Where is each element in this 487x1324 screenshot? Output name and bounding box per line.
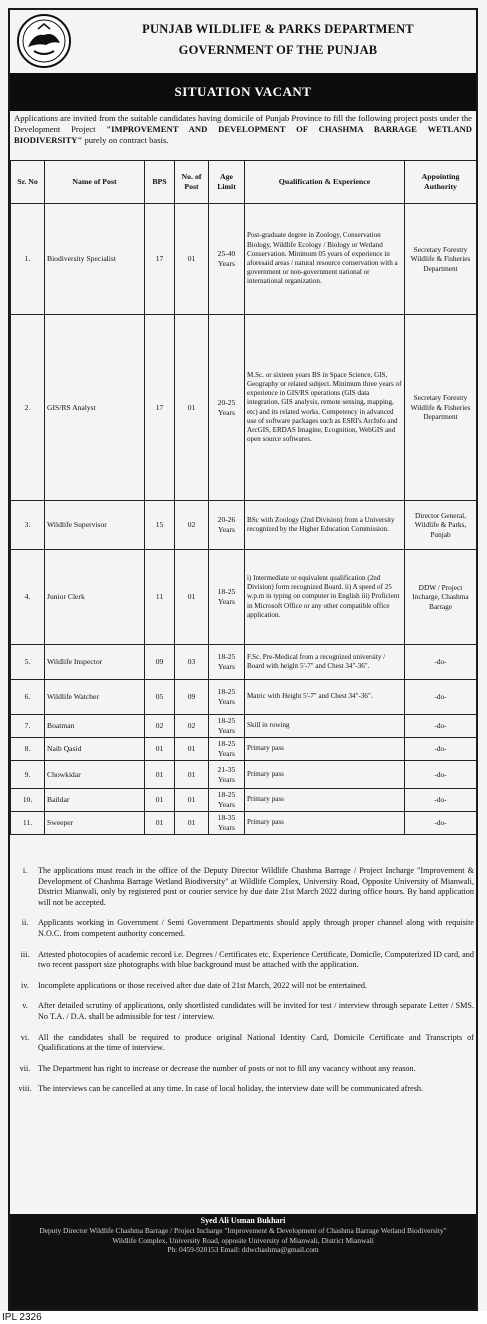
officer-name: Syed Ali Usman Bukhari — [200, 1216, 286, 1225]
cell-age: 18-25 Years — [209, 715, 245, 738]
office-address: Wildlife Complex, University Road, opposite University of Mianwali, District Mianwali — [112, 1235, 374, 1245]
table-row — [11, 789, 477, 812]
term-number: ii. — [21, 918, 29, 928]
cell-no: 01 — [175, 789, 209, 812]
col-header-no: No. of Post — [175, 161, 209, 204]
cell-qualification: Primary pass — [245, 789, 405, 812]
list-item — [12, 866, 474, 908]
cell-qualification: F.Sc. Pre-Medical from a recognized university / Board with height 5'-7" and Chest 34"-36". — [245, 645, 405, 680]
cell-post: Baildar — [45, 789, 145, 812]
cell-no: 02 — [175, 501, 209, 550]
cell-age: 20-25 Years — [209, 315, 245, 501]
cell-sr: 3. — [11, 501, 45, 550]
cell-sr: 7. — [11, 715, 45, 738]
cell-qualification: M.Sc. or sixteen years BS in Space Science, GIS, Geography or related subject. Minimum three years of experience in GIS/RS operations (GIS data integration, GIS analysis, remote sensing, mapping, etc) and its related works. Competency in advanced use of software packages such as ESRI's ArcInfo and ArcGIS, ERDAS Imagine, Ecognition, WebGIS and open source softwares. — [245, 315, 405, 501]
officer-designation: Deputy Director Wildlife Chashma Barrage / Project Incharge "Improvement & Development of Chashma Barrage Wetland Biodiversity" — [39, 1225, 447, 1235]
col-header-qualification: Qualification & Experience — [245, 161, 405, 204]
cell-no: 01 — [175, 315, 209, 501]
term-text: The applications must reach in the office of the Deputy Director Wildlife Chashma Barrage / Project Incharge "Improvement & Development of Chashma Barrage Wetland Biodiversity" at Wildlife Complex, University Road, Opposite University of Mianwali, District Mianwali, only by registered post or courier service by due date 21st March 2022 during office hours. By hand application will not be accepted. — [38, 866, 474, 907]
cell-age: 20-26 Years — [209, 501, 245, 550]
cell-qualification: Primary pass — [245, 738, 405, 761]
cell-bps: 05 — [145, 680, 175, 715]
term-text: Applicants working in Government / Semi Government Departments should apply through proper channel along with requisite N.O.C. from competent authority concerned. — [38, 918, 474, 938]
table-row — [11, 680, 477, 715]
cell-bps: 11 — [145, 550, 175, 645]
list-item — [12, 1064, 474, 1075]
cell-qualification: Post-graduate degree in Zoology, Conservation Biology, Wildlife Ecology / Biology or Wetland Conservation. Minimum 05 years of experience in aforesaid areas / natural resource conservation with a government or non-government national or international organization. — [245, 204, 405, 315]
table-row — [11, 204, 477, 315]
department-name: PUNJAB WILDLIFE & PARKS DEPARTMENT — [142, 22, 414, 36]
table-row — [11, 715, 477, 738]
col-header-name: Name of Post — [45, 161, 145, 204]
term-text: The Department has right to increase or decrease the number of posts or not to fill any vacancy without any reason. — [38, 1063, 416, 1073]
cell-sr: 2. — [11, 315, 45, 501]
punjab-wildlife-emblem-icon — [16, 13, 72, 69]
col-header-sr: Sr. No — [11, 161, 45, 204]
term-text: The interviews can be cancelled at any time. In case of local holiday, the interview date will be communicated afresh. — [38, 1084, 424, 1094]
situation-vacant-banner: SITUATION VACANT — [10, 73, 476, 111]
term-text: All the candidates shall be required to produce original National Identity Card, Domicile Certificate and Transcripts of Qualifications at the time of interview. — [38, 1032, 474, 1053]
cell-authority: DDW / Project Incharge, Chashma Barrage — [405, 550, 477, 645]
cell-post: Chowkidar — [45, 761, 145, 789]
term-number: v. — [22, 1001, 28, 1011]
cell-sr: 10. — [11, 789, 45, 812]
cell-authority: -do- — [405, 680, 477, 715]
col-header-age: Age Limit — [209, 161, 245, 204]
intro-text-end: purely on contract basis. — [82, 135, 169, 145]
col-header-bps: BPS — [145, 161, 175, 204]
cell-age: 25-40 Years — [209, 204, 245, 315]
list-item — [12, 918, 474, 939]
cell-age: 18-35 Years — [209, 812, 245, 835]
header — [10, 10, 476, 72]
cell-bps: 01 — [145, 738, 175, 761]
cell-bps: 17 — [145, 204, 175, 315]
table-header-row — [11, 161, 477, 204]
cell-post: Wildlife Watcher — [45, 680, 145, 715]
table-row — [11, 645, 477, 680]
table-row — [11, 501, 477, 550]
cell-authority: Director General, Wildlife & Parks, Punjab — [405, 501, 477, 550]
intro-paragraph — [14, 113, 472, 146]
cell-bps: 09 — [145, 645, 175, 680]
cell-no: 01 — [175, 550, 209, 645]
cell-authority: Secretary Forestry Wildlife & Fisheries Department — [405, 204, 477, 315]
cell-post: Biodiversity Specialist — [45, 204, 145, 315]
cell-post: Naib Qasid — [45, 738, 145, 761]
cell-age: 18-25 Years — [209, 680, 245, 715]
cell-bps: 01 — [145, 789, 175, 812]
cell-sr: 5. — [11, 645, 45, 680]
cell-no: 09 — [175, 680, 209, 715]
signature-footer — [10, 1214, 476, 1309]
cell-bps: 01 — [145, 761, 175, 789]
cell-authority: -do- — [405, 738, 477, 761]
cell-qualification: Primary pass — [245, 812, 405, 835]
cell-no: 02 — [175, 715, 209, 738]
list-item — [12, 1084, 474, 1095]
contact-info: Ph: 0459-920153 Email: ddwchashma@gmail.com — [167, 1245, 319, 1255]
cell-bps: 15 — [145, 501, 175, 550]
cell-authority: -do- — [405, 645, 477, 680]
cell-post: GIS/RS Analyst — [45, 315, 145, 501]
term-number: viii. — [18, 1084, 32, 1094]
table-row — [11, 550, 477, 645]
cell-no: 01 — [175, 738, 209, 761]
cell-age: 18-25 Years — [209, 738, 245, 761]
cell-no: 01 — [175, 761, 209, 789]
project-title: "IMPROVEMENT AND DEVELOPMENT OF CHASHMA BARRAGE WETLAND BIODIVERSITY" — [14, 124, 472, 145]
table-row — [11, 761, 477, 789]
cell-authority: -do- — [405, 789, 477, 812]
cell-post: Junior Clerk — [45, 550, 145, 645]
cell-sr: 4. — [11, 550, 45, 645]
list-item — [12, 981, 474, 992]
cell-post: Wildlife Supervisor — [45, 501, 145, 550]
cell-age: 18-25 Years — [209, 550, 245, 645]
cell-qualification: i) Intermediate or equivalent qualification (2nd Division) form recognized Board. ii) A speed of 25 w.p.m in typing on computer in English iii) Proficient in Microsoft Office or any other compatible office application. — [245, 550, 405, 645]
list-item — [12, 1001, 474, 1022]
cell-no: 01 — [175, 204, 209, 315]
term-number: iv. — [21, 980, 29, 990]
ipl-code: IPL 2326 — [0, 1311, 487, 1324]
cell-authority: -do- — [405, 761, 477, 789]
term-text: After detailed scrutiny of applications, only shortlisted candidates will be invited for test / interview through separate Letter / SMS. No T.A. / D.A. shall be admissible for test / interview. — [38, 1001, 474, 1021]
table-row — [11, 738, 477, 761]
cell-authority: -do- — [405, 812, 477, 835]
cell-authority: -do- — [405, 715, 477, 738]
cell-authority: Secretary Forestry Wildlife & Fisheries Department — [405, 315, 477, 501]
cell-bps: 02 — [145, 715, 175, 738]
term-number: i. — [22, 866, 28, 875]
cell-age: 21-35 Years — [209, 761, 245, 789]
col-header-authority: Appointing Authority — [405, 161, 477, 204]
terms-list — [12, 866, 474, 1105]
term-text: Incomplete applications or those received after due date of 21st March, 2022 will not be entertained. — [38, 980, 367, 990]
list-item — [12, 1033, 474, 1054]
cell-qualification: Matric with Height 5'-7" and Chest 34"-36". — [245, 680, 405, 715]
cell-post: Sweeper — [45, 812, 145, 835]
list-item — [12, 950, 474, 971]
intro-text-start: Applications are invited from the suitable candidates having domicile of Punjab Province to fill the following project posts under the Development Project — [14, 113, 472, 134]
table-row — [11, 315, 477, 501]
cell-qualification: BSc with Zoology (2nd Division) from a University recognized by the Higher Education Commission. — [245, 501, 405, 550]
cell-age: 18-25 Years — [209, 789, 245, 812]
cell-bps: 17 — [145, 315, 175, 501]
term-number: vi. — [20, 1032, 30, 1042]
cell-sr: 9. — [11, 761, 45, 789]
table-row — [11, 812, 477, 835]
cell-sr: 8. — [11, 738, 45, 761]
cell-age: 18-25 Years — [209, 645, 245, 680]
term-text: Attested photocopies of academic record i.e. Degrees / Certificates etc. Experience Certificate, Domicile, Computerized ID card, and two recent passport size photographs with blue background must be attached with the application. — [38, 949, 474, 970]
cell-post: Wildlife Inspector — [45, 645, 145, 680]
cell-qualification: Primary pass — [245, 761, 405, 789]
term-number: vii. — [19, 1063, 31, 1073]
cell-sr: 6. — [11, 680, 45, 715]
cell-qualification: Skill in rowing — [245, 715, 405, 738]
term-number: iii. — [20, 949, 30, 959]
cell-bps: 01 — [145, 812, 175, 835]
cell-sr: 11. — [11, 812, 45, 835]
cell-post: Boatman — [45, 715, 145, 738]
posts-table — [10, 160, 477, 835]
cell-no: 01 — [175, 812, 209, 835]
government-name: GOVERNMENT OF THE PUNJAB — [178, 43, 378, 57]
cell-no: 03 — [175, 645, 209, 680]
cell-sr: 1. — [11, 204, 45, 315]
